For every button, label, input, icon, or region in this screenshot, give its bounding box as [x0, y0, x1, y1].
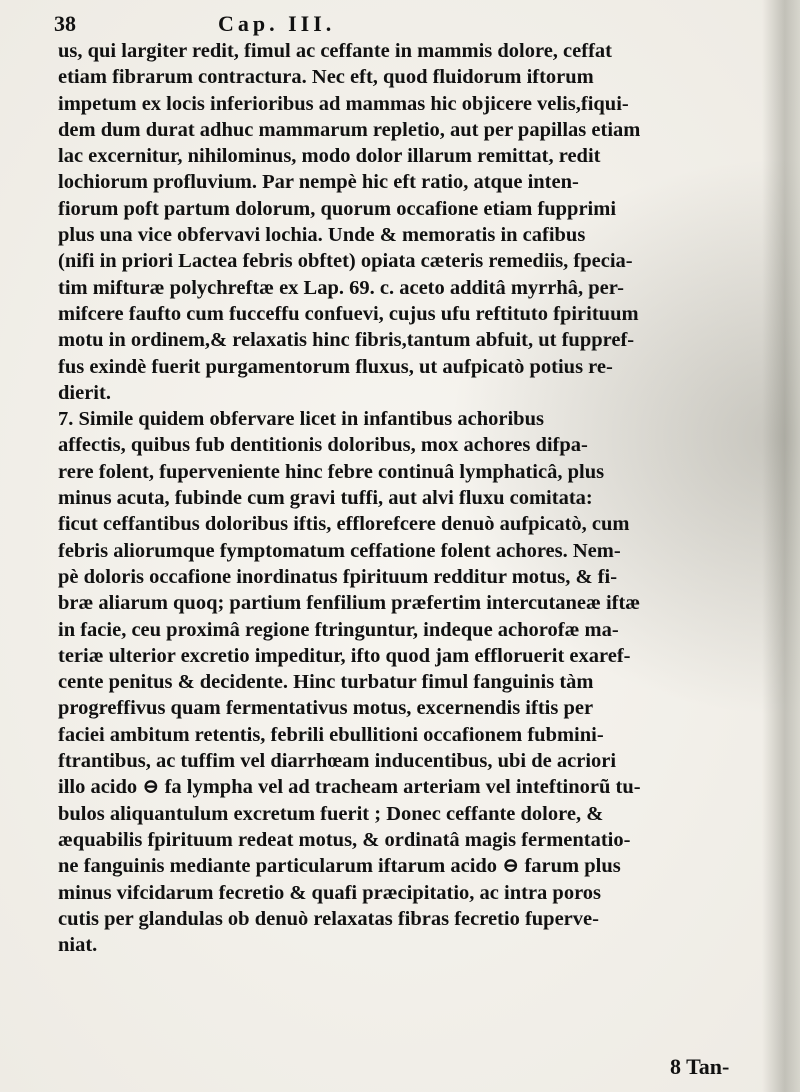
- text-line: in facie, ceu proximâ regione ftringuntur, indeque achorofæ ma-: [58, 618, 619, 641]
- text-line: (nifi in priori Lactea febris obftet) opiata cæteris remediis, fpecia-: [58, 250, 633, 273]
- text-line: progreffivus quam fermentativus motus, excernendis iftis per: [58, 697, 594, 720]
- text-line: lac excernitur, nihilominus, modo dolor illarum remittat, redit: [58, 145, 601, 168]
- text-line: pè doloris occafione inordinatus fpirituum redditur motus, & fi-: [58, 565, 618, 588]
- text-line: plus una vice obfervavi lochia. Unde & memoratis in cafibus: [58, 224, 586, 247]
- text-line: tim mifturæ polychreftæ ex Lap. 69. c. aceto additâ myrrhâ, per-: [58, 276, 624, 299]
- text-line: us, qui largiter redit, fimul ac ceffante in mammis dolore, ceffat: [58, 40, 612, 62]
- text-line: affectis, quibus fub dentitionis doloribus, mox achores difpa-: [58, 434, 588, 457]
- text-line: æquabilis fpirituum redeat motus, & ordinatâ magis fermentatio-: [58, 828, 631, 851]
- page-edge-shadow: [762, 0, 800, 1092]
- page-header: [54, 8, 754, 40]
- text-line: bræ aliarum quoq; partium fenfilium præfertim intercutaneæ iftæ: [58, 592, 641, 615]
- text-line: teriæ ulterior excretio impeditur, ifto quod jam effloruerit exaref-: [58, 644, 631, 667]
- text-line: ne fanguinis mediante particularum iftarum acido ⊖ farum plus: [58, 855, 621, 878]
- text-line: illo acido ⊖ fa lympha vel ad tracheam arteriam vel inteftinorũ tu-: [58, 776, 641, 799]
- text-line: cente penitus & decidente. Hinc turbatur fimul fanguinis tàm: [58, 671, 594, 694]
- body-text: [58, 38, 758, 958]
- text-line: niat.: [58, 934, 98, 957]
- text-line: dierit.: [58, 381, 111, 404]
- text-line: fus exindè fuerit purgamentorum fluxus, ut aufpicatò potius re-: [58, 355, 613, 378]
- text-line: febris aliorumque fymptomatum ceffatione folent achores. Nem-: [58, 539, 621, 562]
- text-line: dem dum durat adhuc mammarum repletio, aut per papillas etiam: [58, 118, 641, 141]
- text-line: minus acuta, fubinde cum gravi tuffi, aut alvi fluxu comitata:: [58, 487, 593, 510]
- text-line: rere folent, fuperveniente hinc febre continuâ lymphaticâ, plus: [58, 460, 605, 483]
- text-line: impetum ex locis inferioribus ad mammas hic objicere velis,fiqui-: [58, 92, 629, 115]
- text-line: fiorum poft partum dolorum, quorum occafione etiam fupprimi: [58, 197, 617, 220]
- text-line: cutis per glandulas ob denuò relaxatas fibras fecretio fuperve-: [58, 907, 599, 930]
- text-line: ficut ceffantibus doloribus iftis, efflorefcere denuò aufpicatò, cum: [58, 513, 630, 536]
- page-number: 38: [54, 11, 76, 36]
- text-line: 7. Simile quidem obfervare licet in infantibus achoribus: [58, 408, 544, 431]
- text-line: lochiorum profluvium. Par nempè hic eft ratio, atque inten-: [58, 171, 579, 194]
- catchword: 8 Tan-: [670, 1054, 730, 1079]
- text-line: mifcere faufto cum fucceffu confuevi, cujus ufu reftituto fpirituum: [58, 302, 639, 325]
- text-line: etiam fibrarum contractura. Nec eft, quod fluidorum iftorum: [58, 66, 594, 89]
- text-line: minus vifcidarum fecretio & quafi præcipitatio, ac intra poros: [58, 881, 602, 904]
- running-head: Cap. III.: [218, 11, 336, 36]
- text-line: ftrantibus, ac tuffim vel diarrhœam inducentibus, ubi de acriori: [58, 750, 617, 773]
- text-line: motu in ordinem,& relaxatis hinc fibris,tantum abfuit, ut fuppref-: [58, 329, 635, 352]
- text-line: bulos aliquantulum excretum fuerit ; Donec ceffante dolore, &: [58, 802, 604, 825]
- text-line: faciei ambitum retentis, febrili ebullitioni occafionem fubmini-: [58, 723, 604, 746]
